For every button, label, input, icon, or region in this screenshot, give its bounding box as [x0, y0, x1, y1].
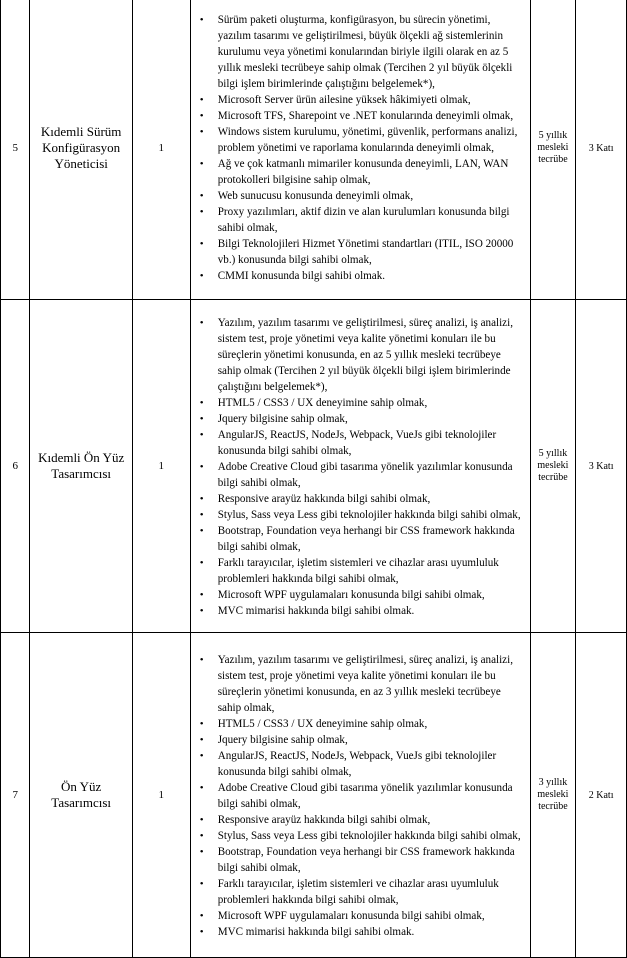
- qualification-item: • Responsive arayüz hakkında bilgi sahibi olmak,: [191, 812, 524, 828]
- qualification-item: • Microsoft WPF uygulamaları konusunda bilgi sahibi olmak,: [191, 587, 524, 603]
- qualifications-list: [191, 12, 530, 284]
- table-row: [1, 300, 627, 633]
- qualification-item: • Microsoft WPF uygulamaları konusunda bilgi sahibi olmak,: [191, 908, 524, 924]
- qualification-item: • Bootstrap, Foundation veya herhangi bir CSS framework hakkında bilgi sahibi olmak,: [191, 523, 524, 555]
- qualifications-cell: [190, 0, 530, 300]
- qualification-item: • CMMI konusunda bilgi sahibi olmak.: [191, 268, 524, 284]
- qualification-item: • Farklı tarayıcılar, işletim sistemleri ve cihazlar arası uyumluluk problemleri hakkında bilgi sahibi olmak,: [191, 555, 524, 587]
- qualification-item: • MVC mimarisi hakkında bilgi sahibi olmak.: [191, 603, 524, 619]
- salary-multiplier: 3 Katı: [576, 300, 627, 633]
- row-number: 5: [1, 0, 30, 300]
- experience-requirement: 3 yıllık mesleki tecrübe: [530, 633, 576, 958]
- qualification-item: • HTML5 / CSS3 / UX deneyimine sahip olmak,: [191, 395, 524, 411]
- qualification-item: • HTML5 / CSS3 / UX deneyimine sahip olmak,: [191, 716, 524, 732]
- qualification-item: • Stylus, Sass veya Less gibi teknolojiler hakkında bilgi sahibi olmak,: [191, 507, 524, 523]
- position-title: Kıdemli Sürüm Konfigürasyon Yöneticisi: [30, 0, 132, 300]
- table-row: [1, 0, 627, 300]
- position-title: Kıdemli Ön Yüz Tasarımcısı: [30, 300, 132, 633]
- qualification-item: • Ağ ve çok katmanlı mimariler konusunda deneyimli, LAN, WAN protokolleri bilgisine sahip olmak,: [191, 156, 524, 188]
- qualification-item: • Windows sistem kurulumu, yönetimi, güvenlik, performans analizi, problem yönetimi ve raporlama konularında deneyimli olmak,: [191, 124, 524, 156]
- qualification-item: • Adobe Creative Cloud gibi tasarıma yönelik yazılımlar konusunda bilgi sahibi olmak,: [191, 459, 524, 491]
- position-count: 1: [132, 300, 190, 633]
- salary-multiplier: 2 Katı: [576, 633, 627, 958]
- qualification-item: • Bootstrap, Foundation veya herhangi bir CSS framework hakkında bilgi sahibi olmak,: [191, 844, 524, 876]
- qualification-item: • Microsoft TFS, Sharepoint ve .NET konularında deneyimli olmak,: [191, 108, 524, 124]
- qualification-item: • MVC mimarisi hakkında bilgi sahibi olmak.: [191, 924, 524, 940]
- table-row: [1, 633, 627, 958]
- experience-requirement: 5 yıllık mesleki tecrübe: [530, 300, 576, 633]
- qualification-item: • Proxy yazılımları, aktif dizin ve alan kurulumları konusunda bilgi sahibi olmak,: [191, 204, 524, 236]
- qualification-item: • Responsive arayüz hakkında bilgi sahibi olmak,: [191, 491, 524, 507]
- position-count: 1: [132, 0, 190, 300]
- qualification-item: • Stylus, Sass veya Less gibi teknolojiler hakkında bilgi sahibi olmak,: [191, 828, 524, 844]
- experience-requirement: 5 yıllık mesleki tecrübe: [530, 0, 576, 300]
- qualification-item: • Adobe Creative Cloud gibi tasarıma yönelik yazılımlar konusunda bilgi sahibi olmak,: [191, 780, 524, 812]
- qualification-item: • Jquery bilgisine sahip olmak,: [191, 732, 524, 748]
- qualifications-list: [191, 652, 530, 940]
- qualification-item: • Bilgi Teknolojileri Hizmet Yönetimi standartları (ITIL, ISO 20000 vb.) konusunda bilgi sahibi olmak,: [191, 236, 524, 268]
- qualification-item: • Web sunucusu konusunda deneyimli olmak,: [191, 188, 524, 204]
- qualification-item: • AngularJS, ReactJS, NodeJs, Webpack, VueJs gibi teknolojiler konusunda bilgi sahibi olmak,: [191, 748, 524, 780]
- qualifications-list: [191, 315, 530, 619]
- position-title: Ön Yüz Tasarımcısı: [30, 633, 132, 958]
- row-number: 7: [1, 633, 30, 958]
- qualifications-cell: [190, 300, 530, 633]
- row-number: 6: [1, 300, 30, 633]
- qualification-item: • Jquery bilgisine sahip olmak,: [191, 411, 524, 427]
- qualification-item: • Yazılım, yazılım tasarımı ve geliştirilmesi, süreç analizi, iş analizi, sistem test, proje yönetimi veya kalite yönetimi konuları ile bu süreçlerin yönetimi konusunda, en az 3 yıllık mesleki tecrübeye sahip olmak,: [191, 652, 524, 716]
- salary-multiplier: 3 Katı: [576, 0, 627, 300]
- qualifications-cell: [190, 633, 530, 958]
- qualification-item: • Farklı tarayıcılar, işletim sistemleri ve cihazlar arası uyumluluk problemleri hakkında bilgi sahibi olmak,: [191, 876, 524, 908]
- qualification-item: • Yazılım, yazılım tasarımı ve geliştirilmesi, süreç analizi, iş analizi, sistem test, proje yönetimi veya kalite yönetimi konuları ile bu süreçlerin yönetimi konusunda, en az 5 yıllık mesleki tecrübeye sahip olmak (Tercihen 2 yıl büyük ölçekli bilgi işlem birimlerinde çalıştığını belgelemek*),: [191, 315, 524, 395]
- qualification-item: • Sürüm paketi oluşturma, konfigürasyon, bu sürecin yönetimi, yazılım tasarımı ve geliştirilmesi, büyük ölçekli ağ sistemlerinin kurulumu veya yönetimi konularından biriyle ilgili olarak en az 5 yıllık mesleki tecrübeye sahip olmak (Tercihen 2 yıl büyük ölçekli bilgi işlem birimlerinde çalıştığını belgelemek*),: [191, 12, 524, 92]
- qualification-item: • Microsoft Server ürün ailesine yüksek hâkimiyeti olmak,: [191, 92, 524, 108]
- position-count: 1: [132, 633, 190, 958]
- qualification-item: • AngularJS, ReactJS, NodeJs, Webpack, VueJs gibi teknolojiler konusunda bilgi sahibi olmak,: [191, 427, 524, 459]
